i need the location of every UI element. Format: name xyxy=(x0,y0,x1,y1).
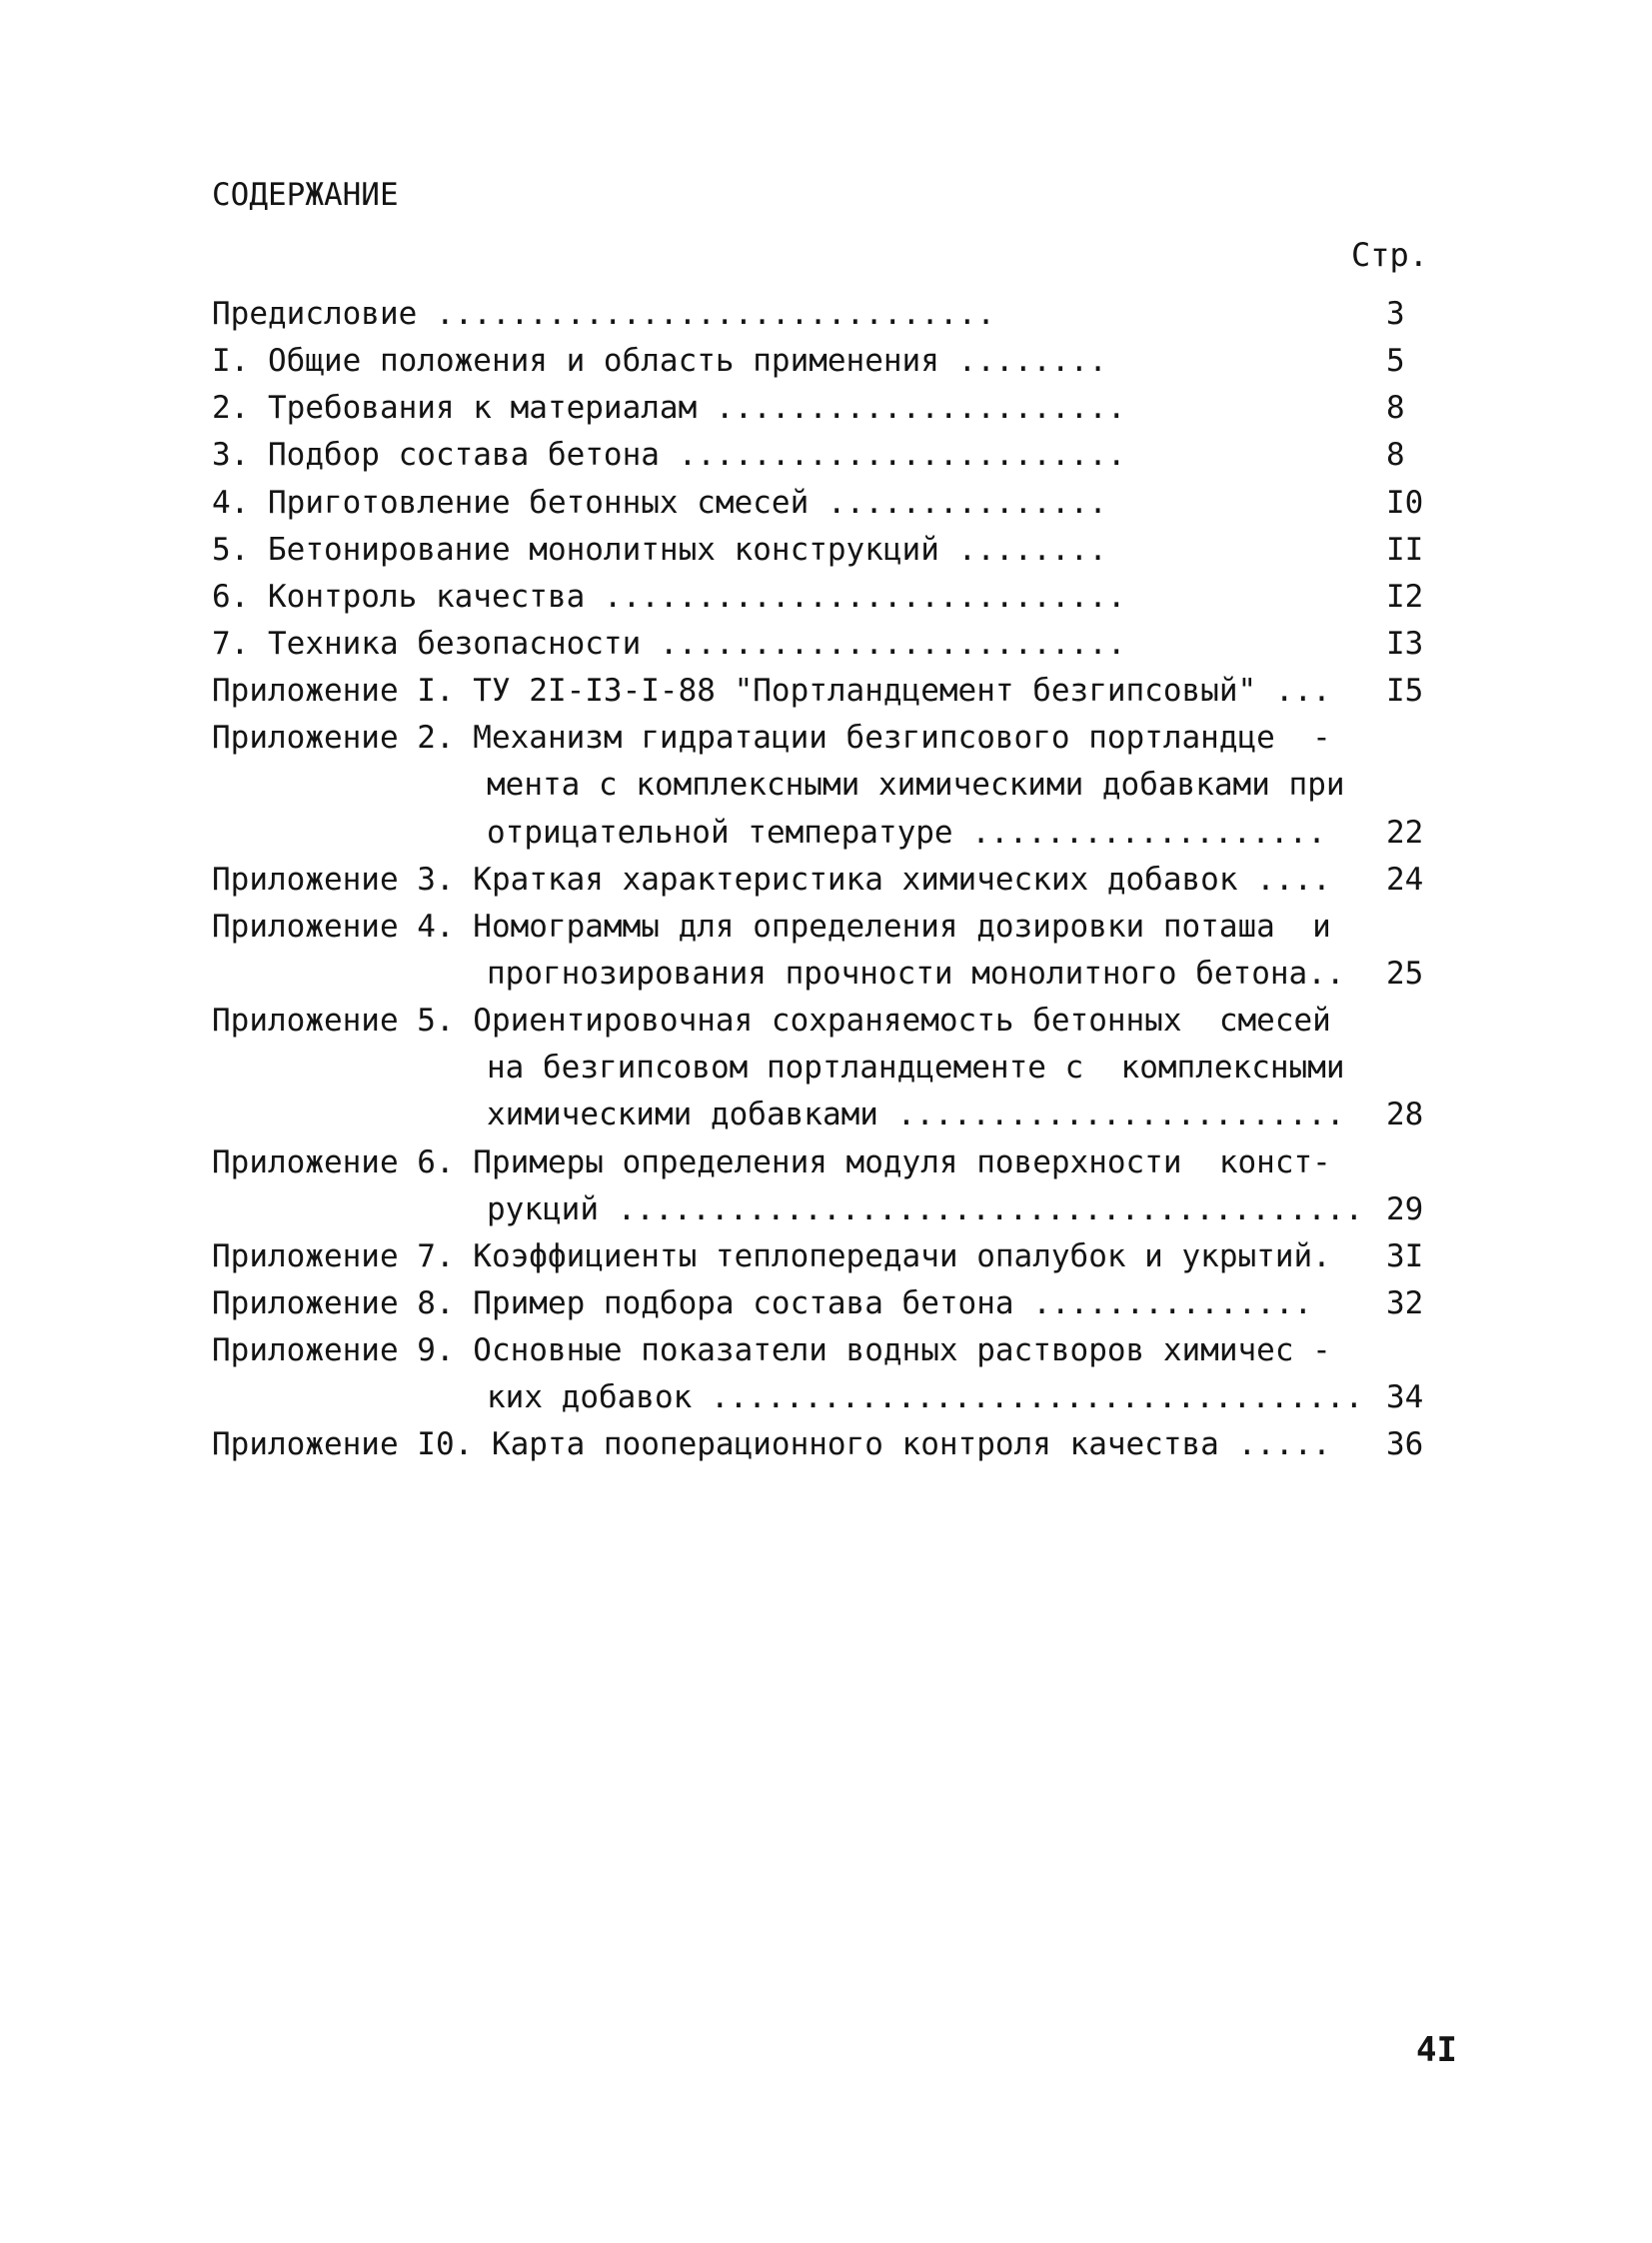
toc-entry-label: 2. Требования к материалам ...................... xyxy=(212,390,1126,427)
toc-entry-label: 5. Бетонирование монолитных конструкций ........ xyxy=(212,531,1107,568)
toc-entry-label: Приложение 3. Краткая характеристика химических добавок .... xyxy=(212,861,1331,898)
toc-entry-label: отрицательной температуре ................... xyxy=(487,814,1326,851)
toc-entry-page: II xyxy=(1386,531,1424,568)
toc-entry-label: ких добавок ................................... xyxy=(487,1379,1364,1416)
toc-entry-label: прогнозирования прочности монолитного бетона.. xyxy=(487,955,1345,992)
toc-entry xyxy=(212,291,1431,338)
toc-entry xyxy=(212,1186,1431,1233)
toc-entry xyxy=(212,385,1431,432)
page-number: 4I xyxy=(1416,2030,1457,2070)
toc-entry-label: Приложение 9. Основные показатели водных растворов химичес - xyxy=(212,1332,1331,1369)
toc-entry-page: 28 xyxy=(1386,1097,1424,1133)
toc-entry xyxy=(212,1233,1431,1280)
page-column-label: Стр. xyxy=(1351,236,1429,274)
toc-entry-label: на безгипсовом портландцементе с комплексными xyxy=(487,1050,1345,1087)
toc-entry-page: 3 xyxy=(1386,296,1405,332)
toc-entry xyxy=(212,338,1431,385)
toc-entry xyxy=(212,1327,1431,1374)
toc-entry-label: Приложение 7. Коэффициенты теплопередачи опалубок и укрытий. xyxy=(212,1237,1331,1274)
toc-entry xyxy=(212,857,1431,904)
contents-heading: СОДЕРЖАНИЕ xyxy=(212,177,399,213)
toc-entry-label: Приложение I0. Карта пооперационного контроля качества ..... xyxy=(212,1426,1331,1463)
toc-entry-label: Приложение 8. Пример подбора состава бетона ............... xyxy=(212,1284,1313,1321)
toc-entry xyxy=(212,1139,1431,1186)
toc-entry xyxy=(212,621,1431,668)
toc-entry xyxy=(212,998,1431,1045)
toc-entry-label: Приложение 2. Механизм гидратации безгипсового портландце - xyxy=(212,720,1331,757)
toc-entry xyxy=(212,574,1431,621)
toc-entry-label: Приложение 5. Ориентировочная сохраняемость бетонных смесей xyxy=(212,1003,1331,1040)
toc-entry-page: I5 xyxy=(1386,673,1424,710)
toc-entry-label: Приложение 4. Номограммы для определения дозировки поташа и xyxy=(212,908,1331,945)
toc-entry xyxy=(212,904,1431,951)
toc-entry-page: 22 xyxy=(1386,814,1424,851)
toc-entry-page: 32 xyxy=(1386,1284,1424,1321)
toc-entry xyxy=(212,810,1431,857)
toc-entry-page: I0 xyxy=(1386,484,1424,521)
toc-entry-label: I. Общие положения и область применения ........ xyxy=(212,343,1107,380)
toc-entry-page: I3 xyxy=(1386,625,1424,662)
toc-entry-page: 24 xyxy=(1386,861,1424,898)
toc-entry xyxy=(212,1280,1431,1327)
toc-entry-page: 3I xyxy=(1386,1237,1424,1274)
toc-entry-page: 36 xyxy=(1386,1426,1424,1463)
toc-entry xyxy=(212,1092,1431,1138)
toc-entry-label: мента с комплексными химическими добавками при xyxy=(487,767,1345,804)
toc-entry xyxy=(212,1421,1431,1468)
toc-entry-label: 7. Техника безопасности ......................... xyxy=(212,625,1126,662)
toc-entry-label: Приложение 6. Примеры определения модуля поверхности конст- xyxy=(212,1143,1331,1180)
toc-entry-page: 29 xyxy=(1386,1190,1424,1227)
toc-entry-page: 8 xyxy=(1386,437,1405,474)
toc-entry xyxy=(212,1374,1431,1421)
toc-entry-label: Приложение I. ТУ 2I-I3-I-88 "Портландцемент безгипсовый" ... xyxy=(212,673,1331,710)
toc-entry-label: 3. Подбор состава бетона ........................ xyxy=(212,437,1126,474)
toc-entry-label: 4. Приготовление бетонных смесей ............... xyxy=(212,484,1107,521)
toc-entry-page: 8 xyxy=(1386,390,1405,427)
toc-entry-page: I2 xyxy=(1386,578,1424,615)
toc-entry-label: рукций ........................................ xyxy=(487,1190,1364,1227)
toc-entry-page: 34 xyxy=(1386,1379,1424,1416)
toc-entry xyxy=(212,668,1431,715)
table-of-contents xyxy=(212,291,1431,1469)
toc-entry-page: 5 xyxy=(1386,343,1405,380)
toc-entry xyxy=(212,715,1431,762)
toc-entry xyxy=(212,527,1431,574)
toc-entry xyxy=(212,1045,1431,1092)
toc-entry-page: 25 xyxy=(1386,955,1424,992)
toc-entry xyxy=(212,762,1431,809)
toc-entry xyxy=(212,951,1431,998)
toc-entry-label: химическими добавками ........................ xyxy=(487,1097,1345,1133)
toc-entry xyxy=(212,432,1431,479)
toc-entry-label: Предисловие .............................. xyxy=(212,296,995,332)
toc-entry-label: 6. Контроль качества ............................ xyxy=(212,578,1126,615)
toc-entry xyxy=(212,480,1431,527)
